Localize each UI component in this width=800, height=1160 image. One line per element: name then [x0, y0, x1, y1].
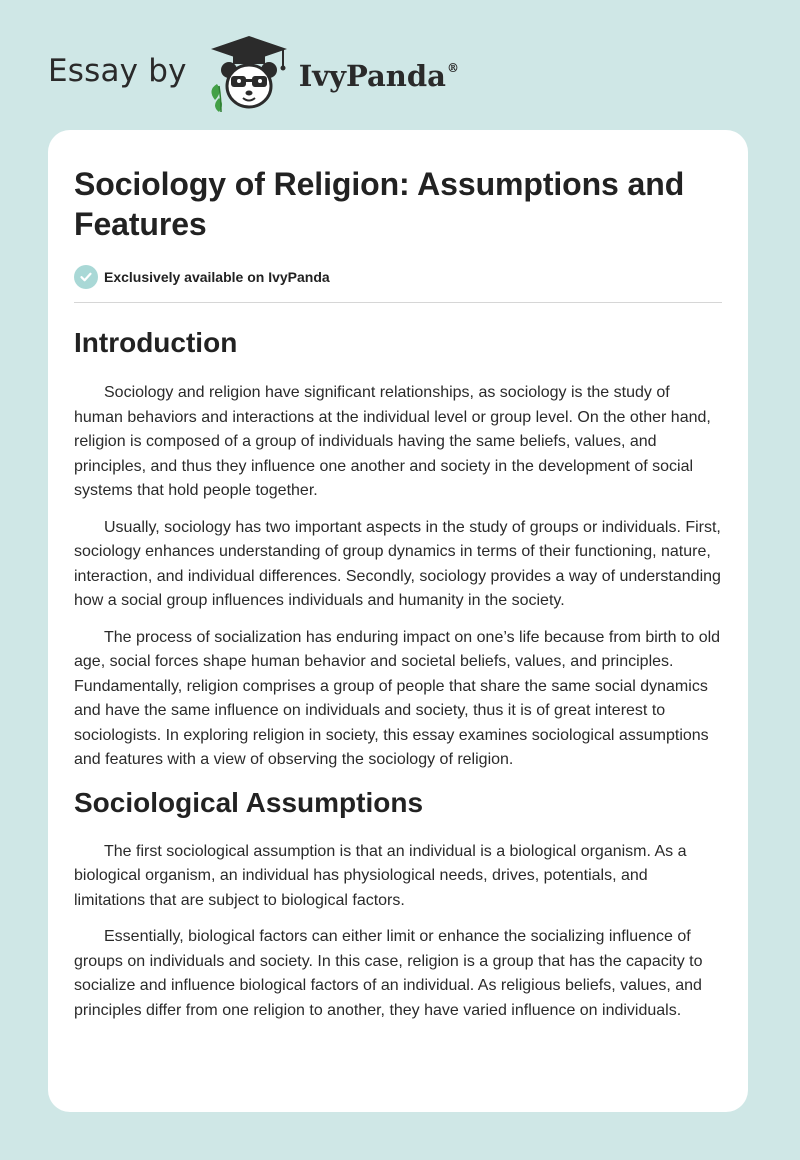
article-card: [48, 130, 748, 1112]
site-header: [48, 34, 459, 114]
paragraph: Sociology and religion have significant relationships, as sociology is the study of human behaviors and interactions at the individual level or group level. On the other hand, religion is composed of a group of individuals having the same beliefs, values, and principles, and thus they influence one another and society in the development of social systems that hold people together.: [74, 384, 711, 499]
brand-text: IvyPanda: [298, 59, 446, 93]
essay-by-label: Essay by: [48, 53, 187, 89]
brand-name[interactable]: [299, 59, 459, 93]
check-circle-icon: [74, 265, 98, 289]
paragraph: Essentially, biological factors can either limit or enhance the socializing influence of groups on individuals and society. In this case, religion is a group that has the capacity to socialize and influence biological factors of an individual. As religious beliefs, values, and principles differ from one religion to another, they have varied influence on individuals.: [74, 928, 703, 1019]
article-title: Sociology of Religion: Assumptions and Features: [74, 166, 685, 242]
panda-graduate-icon[interactable]: [203, 34, 295, 114]
section-heading-introduction: Introduction: [74, 327, 238, 358]
paragraph: Usually, sociology has two important aspects in the study of groups or individuals. First, sociology enhances understanding of group dynamics in terms of their functioning, nature, interaction, and individual differences. Secondly, sociology provides a way of understanding how a social group influences individuals and humanity in the society.: [74, 518, 721, 609]
exclusive-badge: [74, 265, 722, 303]
section-heading-sociological-assumptions: Sociological Assumptions: [74, 786, 424, 818]
registered-mark: ®: [446, 61, 459, 75]
paragraph: The process of socialization has enduring impact on one’s life because from birth to old age, social forces shape human behavior and societal beliefs, values, and principles. Fundamentally, religion comprises a group of people that share the same social dynamics and have the same influence on individuals and society, thus it is of great interest to sociologists. In exploring religion in society, this essay examines sociological assumptions and features with a view of observing the sociology of religion.: [74, 628, 721, 768]
exclusive-text: Exclusively available on IvyPanda: [104, 269, 330, 285]
paragraph: The first sociological assumption is that an individual is a biological organism. As a biological organism, an individual has physiological needs, drives, potentials, and limitations that are subject to biological factors.: [74, 842, 687, 909]
article-content: [48, 130, 748, 1023]
